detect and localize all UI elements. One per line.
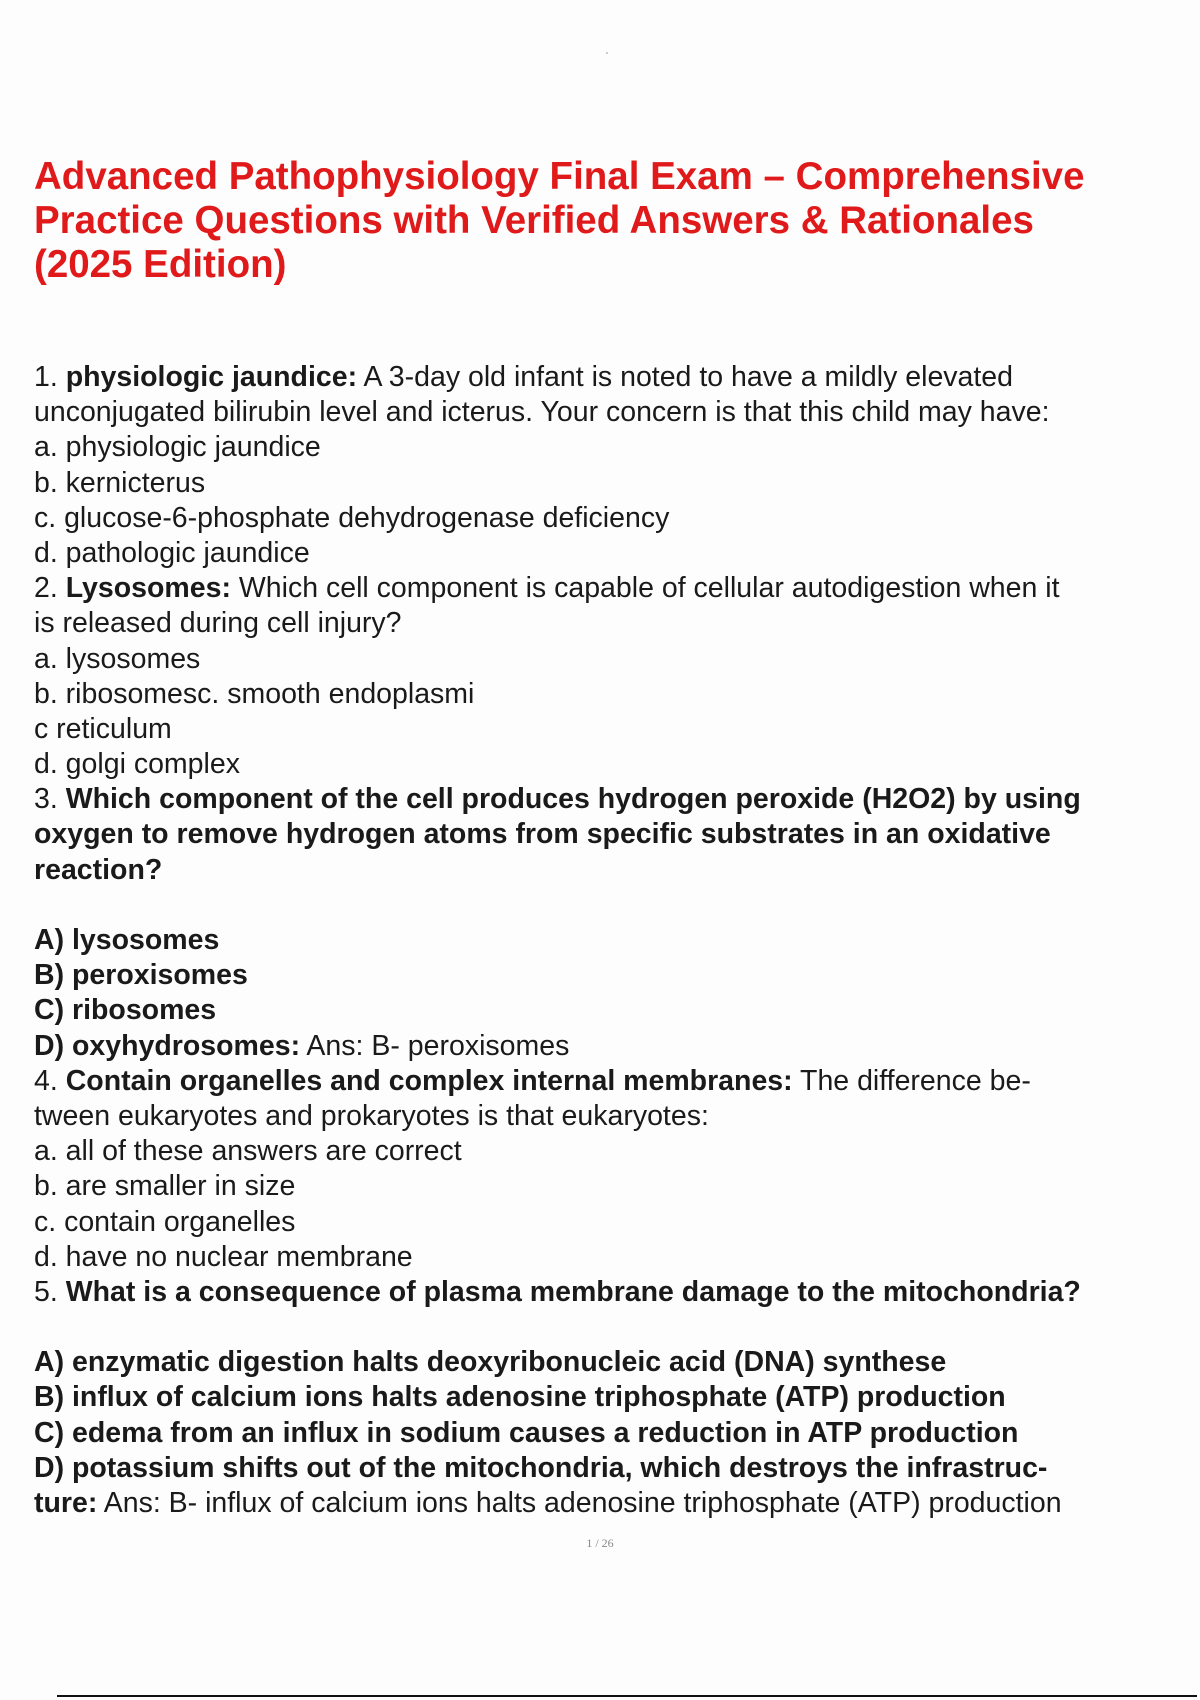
question-5-stem <box>34 1275 1184 1310</box>
question-text: The difference be- <box>800 1064 1031 1097</box>
answer-option: d. have no nuclear membrane <box>34 1240 413 1273</box>
answer-option-label: ture: <box>34 1487 98 1519</box>
answer-option: B) peroxisomes <box>34 959 248 992</box>
answer-option: c reticulum <box>34 712 172 745</box>
answer-option: D) potassium shifts out of the mitochondria, which destroys the infrastruc- <box>34 1451 1048 1484</box>
answer-option: C) edema from an influx in sodium causes a reduction in ATP production <box>34 1416 1019 1449</box>
question-text-continued: tween eukaryotes and prokaryotes is that eukaryotes: <box>34 1099 709 1132</box>
answer-option-with-key <box>34 1486 1184 1521</box>
answer-option: d. golgi complex <box>34 748 240 781</box>
question-text-continued: unconjugated bilirubin level and icterus. Your concern is that this child may have: <box>34 396 1050 429</box>
question-text: What is a consequence of plasma membrane damage to the mitochondria? <box>65 1275 1081 1308</box>
title-line: (2025 Edition) <box>34 243 287 286</box>
answer-option: a. all of these answers are correct <box>34 1135 462 1168</box>
question-number: 3. <box>34 783 58 816</box>
answer-option: c. contain organelles <box>34 1205 296 1238</box>
answer-key: Ans: B- peroxisomes <box>306 1029 570 1062</box>
page-number: 1 / 26 <box>586 1536 614 1550</box>
question-number: 1. <box>34 361 58 393</box>
question-topic: physiologic jaundice: <box>65 361 358 393</box>
answer-option: B) influx of calcium ions halts adenosine triphosphate (ATP) production <box>34 1381 1006 1414</box>
question-text: A 3-day old infant is noted to have a mildly elevated <box>363 361 1014 393</box>
question-topic: Lysosomes: <box>65 572 231 605</box>
question-number: 2. <box>34 572 58 605</box>
question-text-continued: oxygen to remove hydrogen atoms from specific substrates in an oxidative <box>34 818 1051 851</box>
question-4-stem <box>34 1064 1184 1099</box>
answer-option-label: D) oxyhydrosomes: <box>34 1029 301 1062</box>
question-text: Which cell component is capable of cellular autodigestion when it <box>238 572 1060 605</box>
answer-option: a. physiologic jaundice <box>34 431 321 464</box>
answer-option: b. kernicterus <box>34 466 206 499</box>
question-text: Which component of the cell produces hydrogen peroxide (H2O2) by using <box>65 783 1081 816</box>
question-3-stem <box>34 782 1184 817</box>
title-line: Practice Questions with Verified Answers & Rationales <box>34 199 1034 242</box>
title-line: Advanced Pathophysiology Final Exam – Comprehensive <box>34 155 1085 198</box>
question-text-continued: reaction? <box>34 853 163 886</box>
question-number: 5. <box>34 1275 58 1308</box>
question-1-stem <box>34 360 1184 395</box>
blank-line <box>34 1310 1184 1345</box>
answer-option-with-key <box>34 1029 1184 1064</box>
question-list <box>34 360 1184 1521</box>
answer-option: b. are smaller in size <box>34 1170 296 1203</box>
answer-option: C) ribosomes <box>34 994 217 1027</box>
question-topic: Contain organelles and complex internal membranes: <box>65 1064 793 1097</box>
answer-key: Ans: B- influx of calcium ions halts adenosine triphosphate (ATP) production <box>103 1487 1062 1519</box>
answer-option: a. lysosomes <box>34 642 201 675</box>
question-text-continued: is released during cell injury? <box>34 607 402 640</box>
answer-option: A) lysosomes <box>34 924 220 956</box>
answer-option: b. ribosomesc. smooth endoplasmi <box>34 677 475 710</box>
document-title <box>34 155 1174 287</box>
answer-option: A) enzymatic digestion halts deoxyribonucleic acid (DNA) synthese <box>34 1346 947 1379</box>
footer-divider <box>57 1695 1197 1697</box>
question-2-stem <box>34 571 1184 606</box>
scan-speck <box>606 52 608 54</box>
blank-line <box>34 888 1184 923</box>
answer-option: d. pathologic jaundice <box>34 536 310 569</box>
answer-option: c. glucose-6-phosphate dehydrogenase deficiency <box>34 501 670 534</box>
question-number: 4. <box>34 1064 58 1097</box>
